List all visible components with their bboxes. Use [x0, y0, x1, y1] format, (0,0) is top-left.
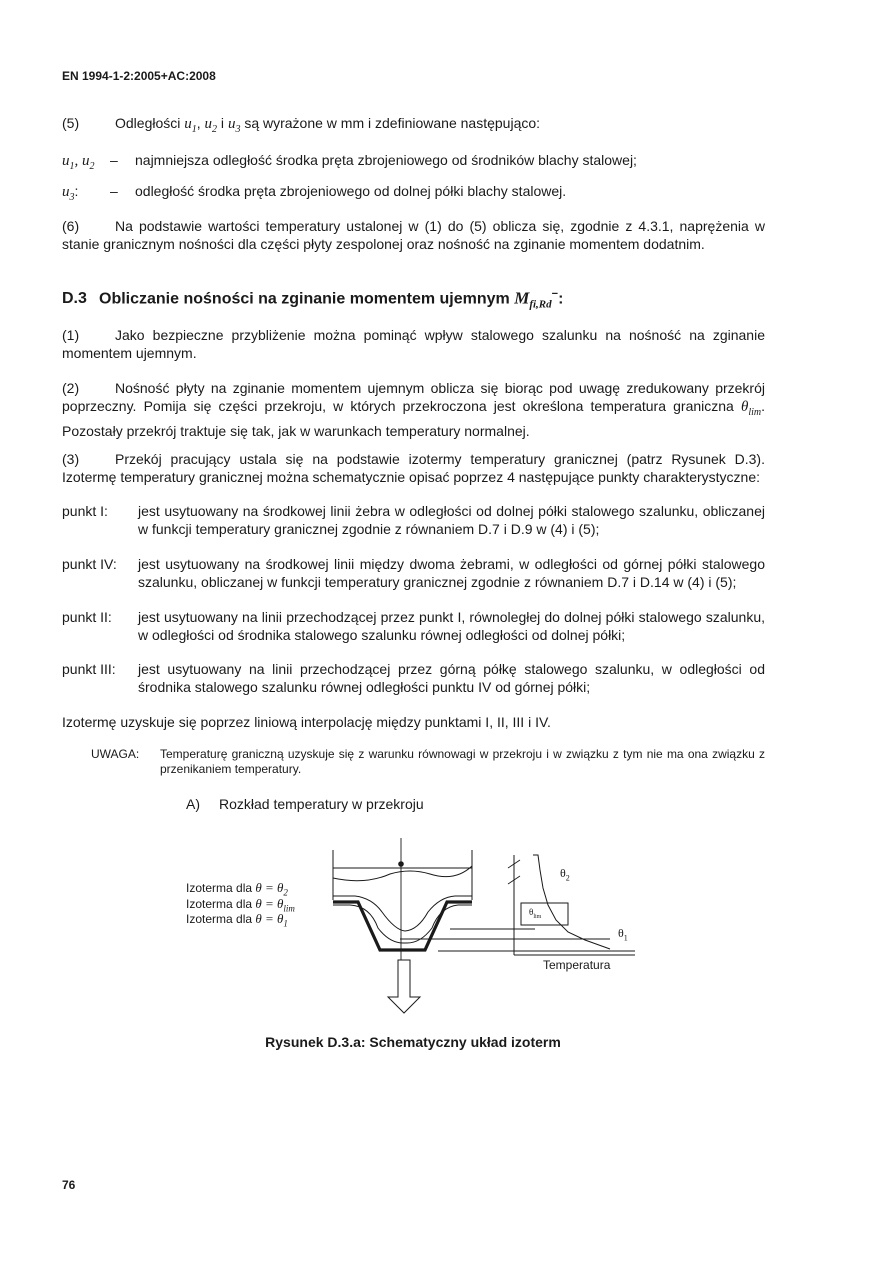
- paragraph-6: (6) Na podstawie wartości temperatury ustalonej w (1) do (5) oblicza się, zgodnie z 4.3.1, naprężenia w stanie granicznym nośności dla części płyty zespolonej oraz nośność na zginanie momentem dodatnim.: [62, 218, 765, 252]
- paragraph-5: (5) Odległości $u_1$, $u_2$ i $u_3$ są wyrażone w mm i zdefiniowane następująco:: [62, 115, 541, 135]
- isotherm-theta1-curve: [333, 905, 472, 943]
- point-text: jest usytuowany na linii przechodzącej przez punkt I, równoległej do dolnej półki stalowego szalunku, w odległości od środnika stalowego szalunku równej odległości od dolnej półki;: [138, 609, 765, 643]
- d3-paragraph-1: (1) Jako bezpieczne przybliżenie można pominąć wpływ stalowego szalunku na nośność na zginanie momentem ujemnym.: [62, 327, 765, 361]
- section-heading: D.3 Obliczanie nośności na zginanie momentem ujemnym $M_{fi,Rd}^-$:: [62, 288, 564, 311]
- reinforcement-bar-dot: [398, 861, 404, 867]
- point-label: punkt I:: [62, 503, 108, 519]
- isotherm-label-thetalim: Izoterma dla $\theta = \theta_{lim}$: [186, 896, 295, 914]
- paragraph-number: (3): [62, 451, 80, 467]
- figure-caption: Rysunek D.3.a: Schematyczny układ izoterm: [265, 1034, 561, 1050]
- d3-paragraph-3: (3) Przekój pracujący ustala się na podstawie izotermy temperatury granicznej (patrz Rysunek D.3). Izotermę temperatury granicznej można schematycznie opisać poprzez 4 następujące punkty charakterystyczne:: [62, 451, 765, 485]
- thetalim-label: $\theta_{lim}$: [529, 907, 542, 920]
- theta1-label: $\theta_1$: [618, 926, 628, 943]
- temperature-profile-curve: [533, 855, 610, 949]
- definition-dash: –: [110, 183, 118, 199]
- definition-u3: $u_3$:: [62, 183, 79, 203]
- definition-u1-u2: $u_1$, $u_2$: [62, 153, 95, 172]
- page-number: 76: [62, 1178, 76, 1192]
- theta2-label: $\theta_2$: [560, 866, 570, 883]
- paragraph-number: (2): [62, 380, 80, 396]
- definition-dash: –: [110, 152, 118, 168]
- down-arrow-icon: [388, 960, 420, 1013]
- point-text: jest usytuowany na środkowej linii między dwoma żebrami, w odległości od górnej półki stalowego szalunku, obliczanej w funkcji temperatury granicznej zgodnie z równaniem D.7 i D.14 w (4) i (5);: [138, 556, 765, 590]
- isotherm-label-theta1: Izoterma dla $\theta = \theta_1$: [186, 911, 288, 929]
- figure-subtitle: A) Rozkład temperatury w przekroju: [186, 796, 424, 812]
- paragraph-number: (5): [62, 115, 80, 131]
- d3-paragraph-2: (2) Nośność płyty na zginanie momentem ujemnym oblicza się biorąc pod uwagę zredukowany przekrój poprzeczny. Pomija się części przekroju, w których przekroczona jest określona temperatura graniczna $\theta_{lim}$. Pozostały przekrój traktuje się tak, jak w warunkach temperatury normalnej.: [62, 380, 765, 439]
- isotherm-label-theta2: Izoterma dla $\theta = \theta_2$: [186, 880, 288, 898]
- definition-text: najmniejsza odległość środka pręta zbrojeniowego od środników blachy stalowej;: [135, 152, 637, 168]
- definition-text: odległość środka pręta zbrojeniowego od dolnej półki blachy stalowej.: [135, 183, 567, 199]
- point-text: jest usytuowany na środkowej linii żebra w odległości od dolnej półki stalowego szalunku, obliczanej w funkcji temperatury granicznej zgodnie z równaniem D.7 i D.9 w (4) i (5);: [138, 503, 765, 537]
- document-code: EN 1994-1-2:2005+AC:2008: [62, 69, 216, 83]
- note-label: UWAGA:: [91, 747, 140, 761]
- point-label: punkt III:: [62, 661, 116, 677]
- paragraph-number: (1): [62, 327, 80, 343]
- point-label: punkt II:: [62, 609, 112, 625]
- paragraph-number: (6): [62, 218, 80, 234]
- point-text: jest usytuowany na linii przechodzącej przez górną półkę stalowego szalunku, w odległości od środnika stalowego szalunku równej odległości punktu IV od górnej półki;: [138, 661, 765, 695]
- note-text: Temperaturę graniczną uzyskuje się z warunku równowagi w przekroju i w związku z tym nie ma ona związku z przenikaniem temperatury.: [160, 747, 765, 776]
- temperature-axis-label: Temperatura: [543, 958, 611, 972]
- point-label: punkt IV:: [62, 556, 117, 572]
- interpolation-text: Izotermę uzyskuje się poprzez liniową interpolację między punktami I, II, III i IV.: [62, 714, 551, 730]
